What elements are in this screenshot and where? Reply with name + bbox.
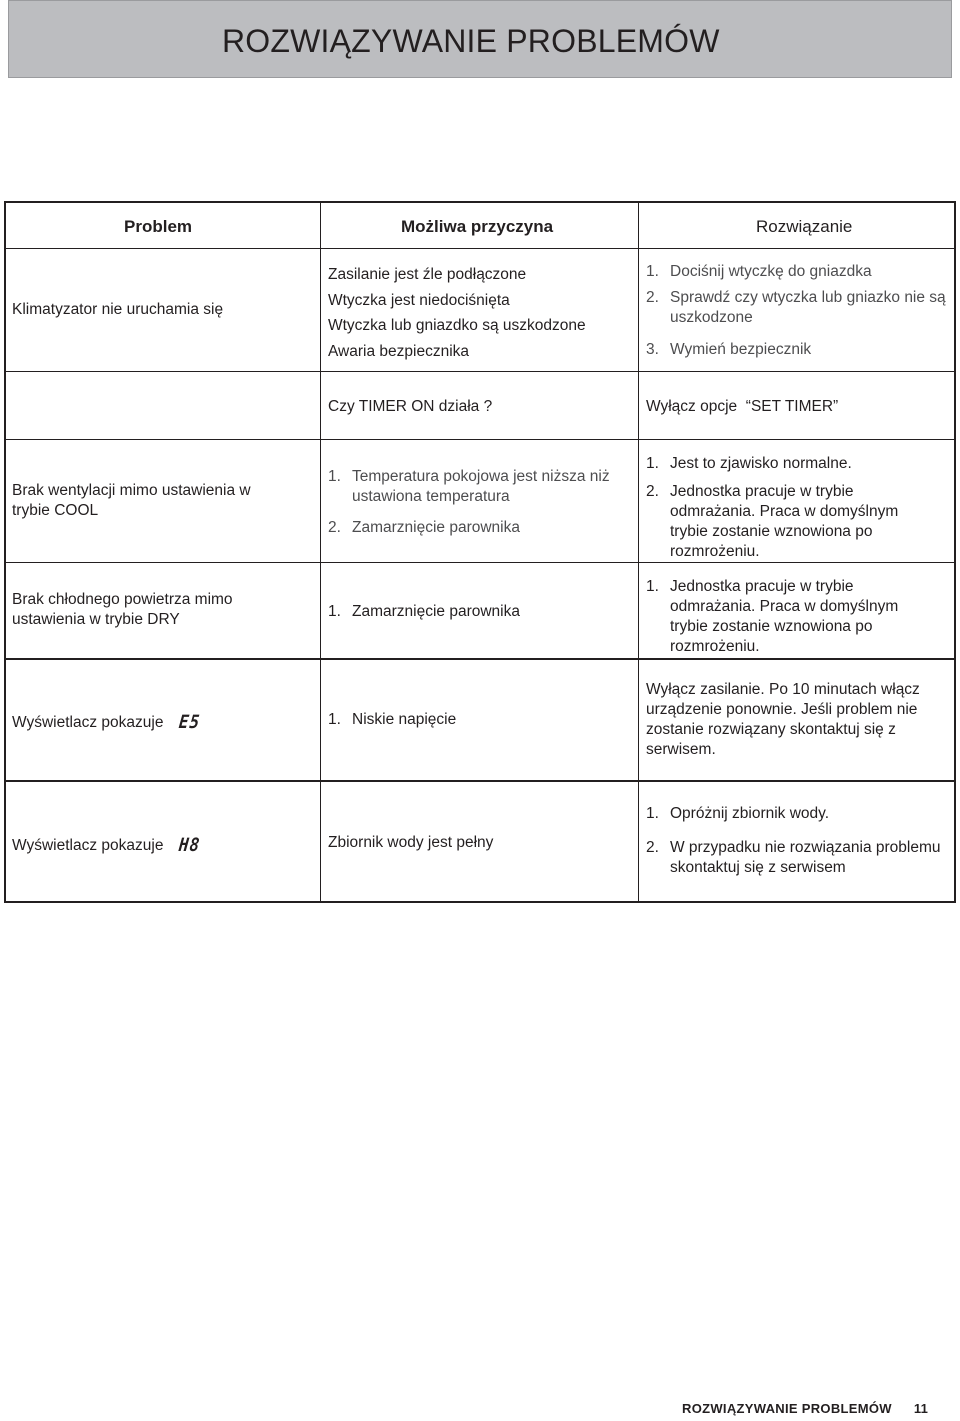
cause-item: Wtyczka jest niedociśnięta [328,291,510,309]
problem-cell: Brak wentylacji mimo ustawienia w trybie COOL [12,482,251,519]
cause-cell: Zbiornik wody jest pełny [328,834,494,851]
row-divider [6,248,954,249]
footer-section: ROZWIĄZYWANIE PROBLEMÓW [682,1401,892,1416]
solution-item: 1. Dociśnij wtyczkę do gniazdka [646,263,872,280]
column-divider [320,203,321,658]
problem-cell: Klimatyzator nie uruchamia się [12,301,224,318]
column-header-problem: Problem [124,217,193,236]
problem-cell [12,835,201,856]
column-divider [638,203,639,658]
cause-list [328,602,633,622]
display-code-icon: E5 [178,710,202,733]
cause-list [328,710,628,730]
cause-item: 1. Zamarznięcie parownika [328,603,520,620]
cause-item: Zasilanie jest źle podłączone [328,266,527,283]
row-divider [6,562,954,563]
solution-cell: Wyłącz zasilanie. Po 10 minutach włącz urządzenie ponownie. Jeśli problem nie zostanie rozwiązany skontaktuj się z serwisem. [646,681,920,758]
column-header-cause: Możliwa przyczyna [401,217,554,236]
column-divider [320,782,321,901]
row-divider [6,371,954,372]
problem-cell: Brak chłodnego powietrza mimo ustawienia w trybie DRY [12,591,233,628]
page-number: 11 [913,1401,929,1416]
solution-item: 2. Jednostka pracuje w trybie odmrażania. Praca w domyślnym trybie zostanie wznowiona po rozmrożeniu. [646,483,899,560]
solution-item: 1. Jest to zjawisko normalne. [646,455,852,472]
solution-item: 2. Sprawdź czy wtyczka lub gniazko nie są uszkodzone [646,289,946,326]
solution-list [646,804,946,878]
problem-text: Wyświetlacz pokazuje [12,837,164,854]
display-code-icon: H8 [178,833,202,856]
solution-item: 1. Jednostka pracuje w trybie odmrażania. Praca w domyślnym trybie zostanie wznowiona po rozmrożeniu. [646,578,899,655]
cause-item: Awaria bezpiecznika [328,343,470,361]
page-footer [682,1401,928,1416]
column-divider [320,660,321,780]
problem-text: Wyświetlacz pokazuje [12,714,164,731]
header-bar [8,0,952,78]
cause-cell: Czy TIMER ON działa ? [328,398,493,415]
solution-list [646,577,926,657]
column-divider [638,660,639,780]
page-title: ROZWIĄZYWANIE PROBLEMÓW [222,23,720,59]
solution-item: 3. Wymień bezpiecznik [646,341,812,358]
cause-cell [328,262,628,365]
column-divider [638,782,639,901]
solution-item: 1. Opróżnij zbiornik wody. [646,805,830,822]
problem-cell [12,712,201,733]
solution-list [646,262,946,360]
cause-list [328,467,633,538]
display-code-table-e5 [4,658,956,782]
solution-list [646,454,926,562]
cause-item: 1. Temperatura pokojowa jest niższa niż ustawiona temperatura [328,468,610,505]
cause-item: Wtyczka lub gniazdko są uszkodzone [328,317,586,335]
display-code-table-h8 [4,780,956,903]
cause-item: 1. Niskie napięcie [328,711,457,728]
troubleshooting-table [4,201,956,660]
row-divider [6,439,954,440]
cause-item: 2. Zamarznięcie parownika [328,519,520,536]
solution-item: 2. W przypadku nie rozwiązania problemu skontaktuj się z serwisem [646,839,941,876]
solution-cell: Wyłącz opcje “SET TIMER” [646,398,839,415]
column-header-solution: Rozwiązanie [756,217,853,236]
